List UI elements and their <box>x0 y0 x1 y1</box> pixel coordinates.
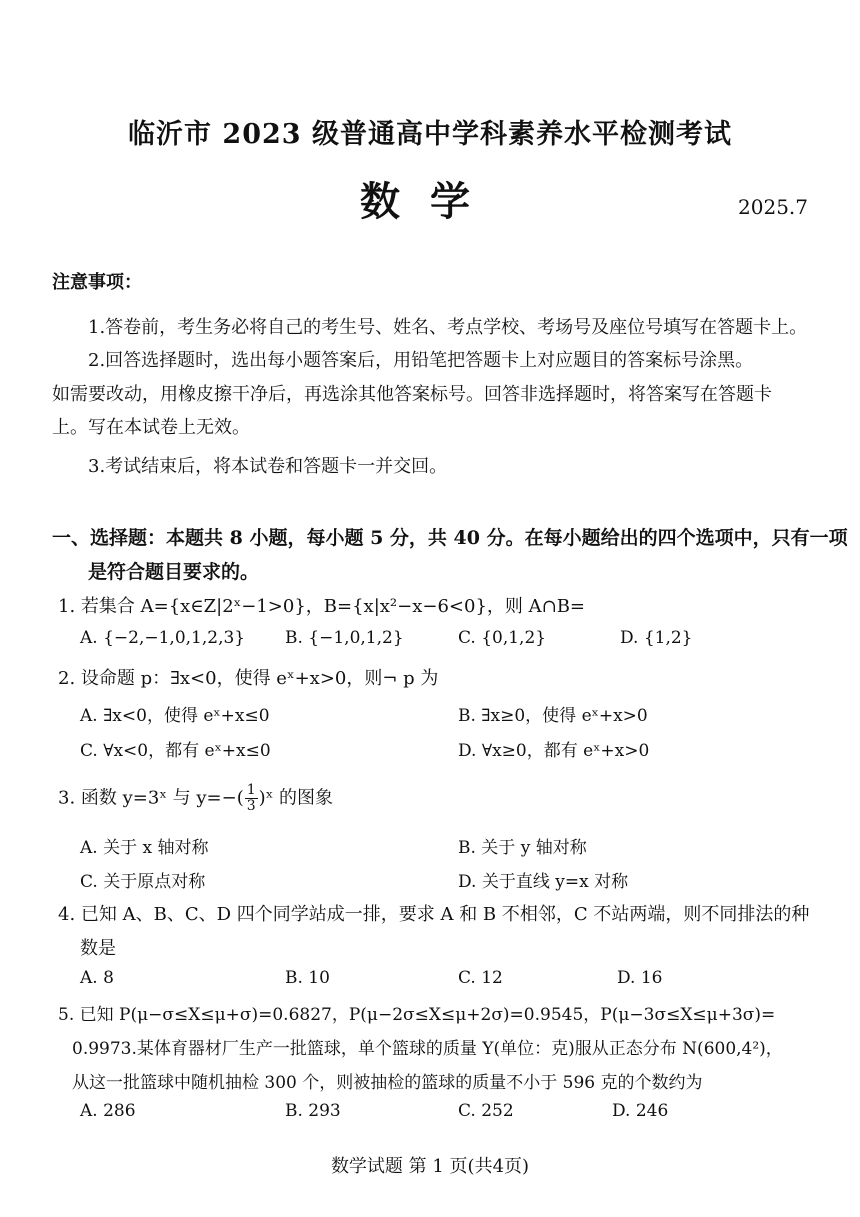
q3-fraction-numerator: 1 <box>246 782 256 798</box>
question-1-stem: 1. 若集合 A={x∈Z|2ˣ−1>0}，B={x|x²−x−6<0}，则 A∩B= <box>58 596 586 617</box>
exam-date: 2025.7 <box>738 195 808 219</box>
question-3-stem <box>58 783 333 814</box>
q2-option-a: A. ∃x<0，使得 eˣ+x≤0 <box>80 706 270 726</box>
subject-title: 数学 <box>360 178 500 225</box>
q3-stem-part-a: 3. 函数 y=3ˣ 与 y=−( <box>58 787 244 809</box>
notice-item: 如需要改动，用橡皮擦干净后，再选涂其他答案标号。回答非选择题时，将答案写在答题卡 <box>52 384 772 405</box>
q1-option-a: A. {−2,−1,0,1,2,3} <box>80 628 246 648</box>
question-4-stem: 4. 已知 A、B、C、D 四个同学站成一排，要求 A 和 B 不相邻，C 不站两端，则不同排法的种 <box>58 904 810 925</box>
q3-option-b: B. 关于 y 轴对称 <box>458 838 587 858</box>
question-4-stem-cont: 数是 <box>80 938 116 959</box>
q3-fraction <box>245 783 258 814</box>
question-5-stem-cont: 0.9973.某体育器材厂生产一批篮球，单个篮球的质量 Y(单位：克)服从正态分布 N(600,4²)， <box>72 1039 783 1059</box>
exam-title: 临沂市 2023 级普通高中学科素养水平检测考试 <box>128 119 732 150</box>
notice-item: 上。写在本试卷上无效。 <box>52 417 250 438</box>
q3-fraction-denominator: 3 <box>246 798 256 814</box>
q2-option-b: B. ∃x≥0，使得 eˣ+x>0 <box>458 706 648 726</box>
q5-option-c: C. 252 <box>458 1101 514 1121</box>
q1-option-d: D. {1,2} <box>620 628 693 648</box>
notice-heading: 注意事项： <box>52 272 142 293</box>
q3-option-c: C. 关于原点对称 <box>80 872 206 892</box>
section-heading: 一、选择题：本题共 8 小题，每小题 5 分，共 40 分。在每小题给出的四个选项中，只有一项 <box>52 527 848 549</box>
notice-item: 3.考试结束后，将本试卷和答题卡一并交回。 <box>88 456 448 477</box>
q5-option-a: A. 286 <box>80 1101 136 1121</box>
q1-option-c: C. {0,1,2} <box>458 628 547 648</box>
q3-option-a: A. 关于 x 轴对称 <box>80 838 209 858</box>
notice-item: 2.回答选择题时，选出每小题答案后，用铅笔把答题卡上对应题目的答案标号涂黑。 <box>88 350 754 371</box>
question-5-stem: 5. 已知 P(μ−σ≤X≤μ+σ)=0.6827，P(μ−2σ≤X≤μ+2σ)=0.9545，P(μ−3σ≤X≤μ+3σ)= <box>58 1005 776 1025</box>
question-2-stem: 2. 设命题 p：∃x<0，使得 eˣ+x>0，则¬ p 为 <box>58 668 439 689</box>
question-5-stem-cont2: 从这一批篮球中随机抽检 300 个，则被抽检的篮球的质量不小于 596 克的个数约为 <box>72 1073 703 1093</box>
q1-option-b: B. {−1,0,1,2} <box>285 628 404 648</box>
q4-option-c: C. 12 <box>458 968 503 988</box>
q2-option-d: D. ∀x≥0，都有 eˣ+x>0 <box>458 741 650 761</box>
q3-stem-part-b: )ˣ 的图象 <box>258 787 334 809</box>
q5-option-b: B. 293 <box>285 1101 341 1121</box>
q4-option-a: A. 8 <box>80 968 114 988</box>
page-footer: 数学试题 第 1 页(共4页) <box>330 1156 530 1177</box>
q5-option-d: D. 246 <box>612 1101 669 1121</box>
section-heading-cont: 是符合题目要求的。 <box>88 561 260 583</box>
q3-option-d: D. 关于直线 y=x 对称 <box>458 872 629 892</box>
q2-option-c: C. ∀x<0，都有 eˣ+x≤0 <box>80 741 271 761</box>
notice-item: 1.答卷前，考生务必将自己的考生号、姓名、考点学校、考场号及座位号填写在答题卡上。 <box>88 317 808 338</box>
q4-option-d: D. 16 <box>617 968 663 988</box>
q4-option-b: B. 10 <box>285 968 330 988</box>
